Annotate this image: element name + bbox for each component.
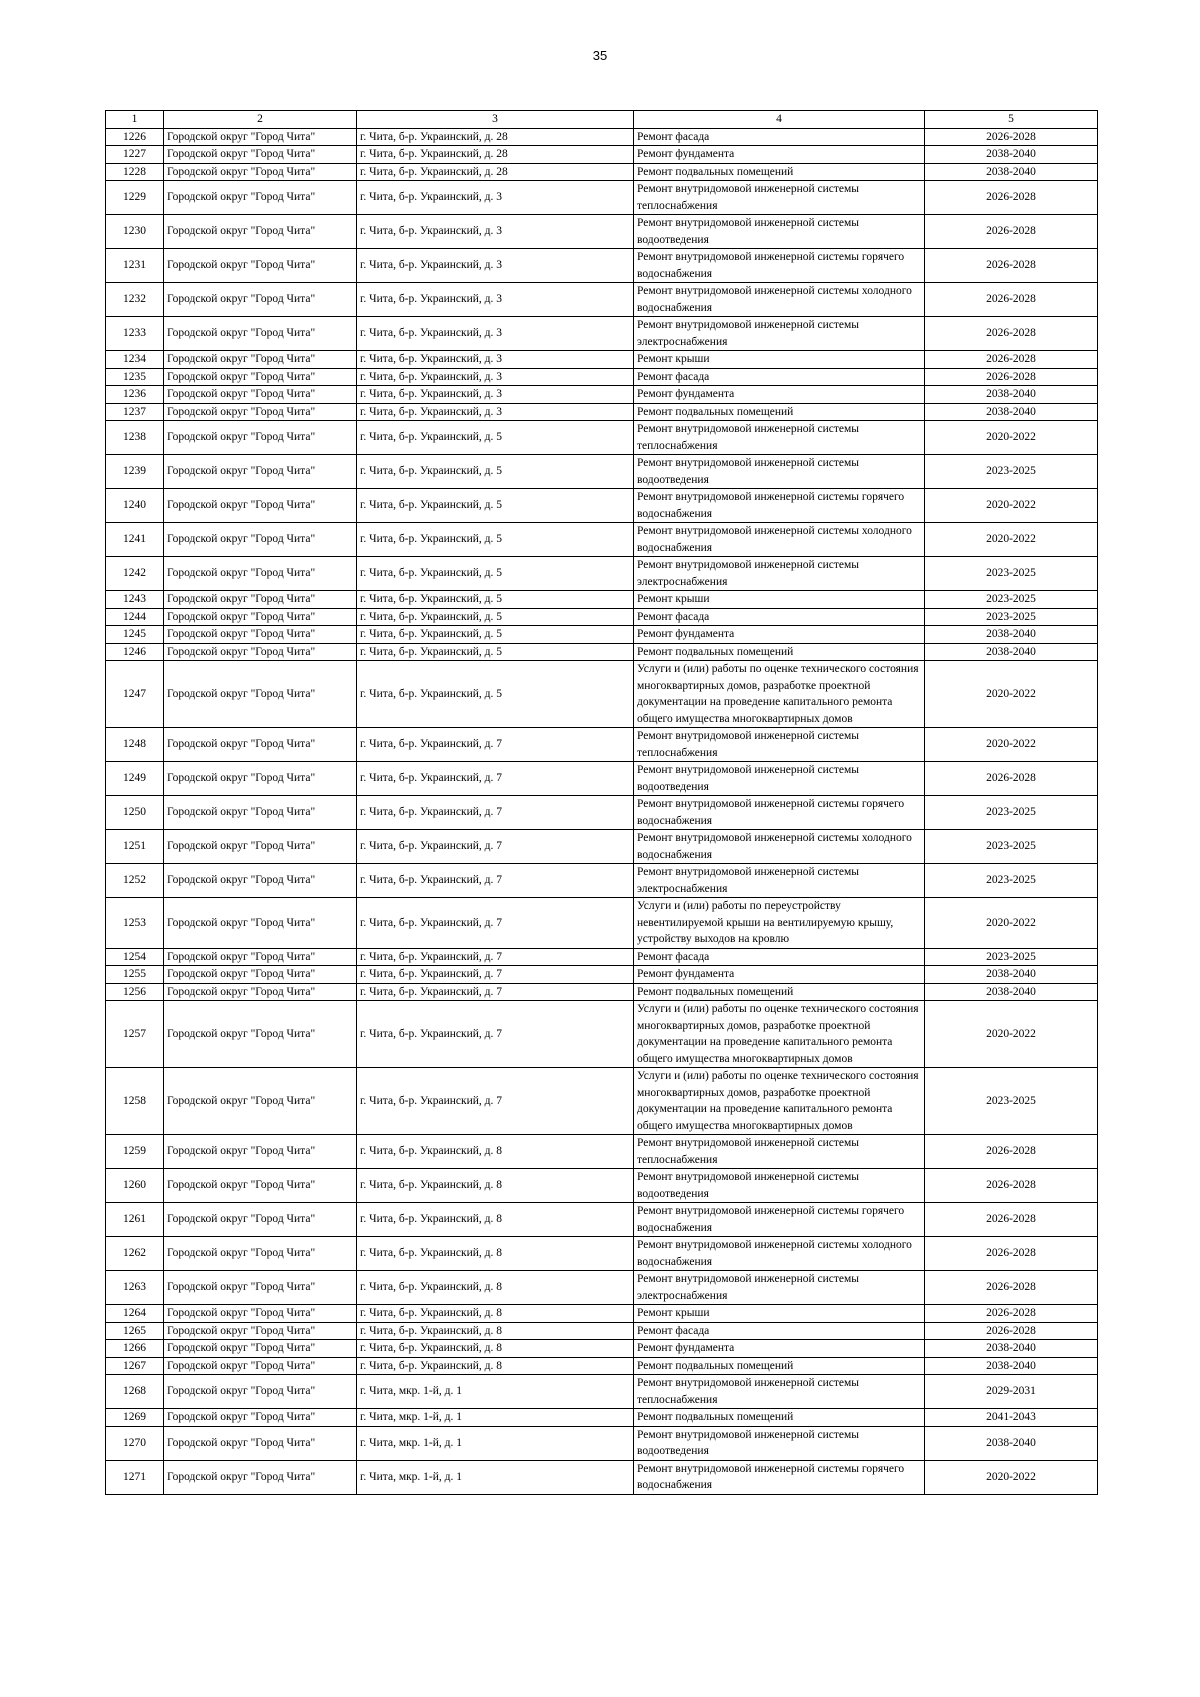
period-cell: 2038-2040 [925,386,1098,404]
row-number: 1253 [106,898,164,949]
table-row [106,455,1098,489]
period-cell: 2038-2040 [925,643,1098,661]
table-row [106,643,1098,661]
work-type-cell: Ремонт внутридомовой инженерной системы электроснабжения [634,864,925,898]
work-type-cell: Ремонт подвальных помещений [634,1409,925,1427]
period-cell: 2023-2025 [925,591,1098,609]
address-cell: г. Чита, б-р. Украинский, д. 7 [357,796,634,830]
municipality-cell: Городской округ "Город Чита" [164,455,357,489]
address-cell: г. Чита, б-р. Украинский, д. 5 [357,608,634,626]
work-type-cell: Ремонт внутридомовой инженерной системы холодного водоснабжения [634,830,925,864]
municipality-cell: Городской округ "Город Чита" [164,1169,357,1203]
period-cell: 2026-2028 [925,762,1098,796]
table-row [106,386,1098,404]
row-number: 1258 [106,1068,164,1135]
municipality-cell: Городской округ "Город Чита" [164,1001,357,1068]
row-number: 1255 [106,966,164,984]
row-number: 1267 [106,1357,164,1375]
municipality-cell: Городской округ "Город Чита" [164,146,357,164]
work-type-cell: Ремонт внутридомовой инженерной системы горячего водоснабжения [634,249,925,283]
row-number: 1270 [106,1426,164,1460]
period-cell: 2038-2040 [925,626,1098,644]
table-row [106,1305,1098,1323]
municipality-cell: Городской округ "Город Чита" [164,128,357,146]
work-type-cell: Ремонт фасада [634,128,925,146]
address-cell: г. Чита, мкр. 1-й, д. 1 [357,1409,634,1427]
row-number: 1234 [106,351,164,369]
address-cell: г. Чита, б-р. Украинский, д. 7 [357,762,634,796]
municipality-cell: Городской округ "Город Чита" [164,728,357,762]
row-number: 1256 [106,983,164,1001]
municipality-cell: Городской округ "Город Чита" [164,948,357,966]
table-row [106,128,1098,146]
table-row [106,948,1098,966]
period-cell: 2038-2040 [925,1357,1098,1375]
period-cell: 2038-2040 [925,403,1098,421]
table-row [106,966,1098,984]
work-type-cell: Ремонт внутридомовой инженерной системы теплоснабжения [634,421,925,455]
row-number: 1241 [106,523,164,557]
work-type-cell: Ремонт подвальных помещений [634,163,925,181]
period-cell: 2026-2028 [925,283,1098,317]
work-type-cell: Ремонт внутридомовой инженерной системы теплоснабжения [634,181,925,215]
table-row [106,523,1098,557]
period-cell: 2026-2028 [925,215,1098,249]
municipality-cell: Городской округ "Город Чита" [164,966,357,984]
period-cell: 2020-2022 [925,1460,1098,1494]
municipality-cell: Городской округ "Город Чита" [164,1135,357,1169]
work-type-cell: Ремонт крыши [634,1305,925,1323]
address-cell: г. Чита, мкр. 1-й, д. 1 [357,1460,634,1494]
address-cell: г. Чита, б-р. Украинский, д. 5 [357,523,634,557]
period-cell: 2038-2040 [925,146,1098,164]
work-type-cell: Ремонт крыши [634,351,925,369]
address-cell: г. Чита, б-р. Украинский, д. 5 [357,489,634,523]
address-cell: г. Чита, б-р. Украинский, д. 7 [357,983,634,1001]
municipality-cell: Городской округ "Город Чита" [164,796,357,830]
municipality-cell: Городской округ "Город Чита" [164,163,357,181]
row-number: 1247 [106,661,164,728]
address-cell: г. Чита, б-р. Украинский, д. 3 [357,403,634,421]
row-number: 1252 [106,864,164,898]
table-row [106,983,1098,1001]
table-row [106,1068,1098,1135]
work-type-cell: Ремонт внутридомовой инженерной системы холодного водоснабжения [634,1237,925,1271]
municipality-cell: Городской округ "Город Чита" [164,626,357,644]
work-type-cell: Ремонт внутридомовой инженерной системы водоотведения [634,455,925,489]
table-header-row [106,111,1098,129]
address-cell: г. Чита, б-р. Украинский, д. 7 [357,864,634,898]
address-cell: г. Чита, б-р. Украинский, д. 7 [357,948,634,966]
address-cell: г. Чита, б-р. Украинский, д. 8 [357,1322,634,1340]
table-row [106,1460,1098,1494]
table-row [106,421,1098,455]
period-cell: 2038-2040 [925,1426,1098,1460]
row-number: 1248 [106,728,164,762]
municipality-cell: Городской округ "Город Чита" [164,317,357,351]
period-cell: 2020-2022 [925,661,1098,728]
period-cell: 2023-2025 [925,830,1098,864]
work-type-cell: Услуги и (или) работы по переустройству невентилируемой крыши на вентилируемую крышу, устройству выходов на кровлю [634,898,925,949]
row-number: 1271 [106,1460,164,1494]
row-number: 1226 [106,128,164,146]
work-type-cell: Ремонт внутридомовой инженерной системы холодного водоснабжения [634,283,925,317]
address-cell: г. Чита, б-р. Украинский, д. 8 [357,1271,634,1305]
work-type-cell: Ремонт фундамента [634,386,925,404]
work-type-cell: Ремонт подвальных помещений [634,1357,925,1375]
period-cell: 2023-2025 [925,864,1098,898]
table-row [106,1426,1098,1460]
work-type-cell: Ремонт внутридомовой инженерной системы теплоснабжения [634,1375,925,1409]
table-row [106,249,1098,283]
work-type-cell: Ремонт подвальных помещений [634,643,925,661]
municipality-cell: Городской округ "Город Чита" [164,1203,357,1237]
municipality-cell: Городской округ "Город Чита" [164,1068,357,1135]
table-row [106,728,1098,762]
table-row [106,1375,1098,1409]
municipality-cell: Городской округ "Город Чита" [164,249,357,283]
address-cell: г. Чита, б-р. Украинский, д. 28 [357,146,634,164]
work-type-cell: Услуги и (или) работы по оценке технического состояния многоквартирных домов, разработке проектной документации на проведение капитального ремонта общего имущества многоквартирных домов [634,1001,925,1068]
address-cell: г. Чита, б-р. Украинский, д. 5 [357,661,634,728]
work-type-cell: Ремонт внутридомовой инженерной системы электроснабжения [634,1271,925,1305]
period-cell: 2020-2022 [925,421,1098,455]
address-cell: г. Чита, б-р. Украинский, д. 7 [357,966,634,984]
address-cell: г. Чита, б-р. Украинский, д. 8 [357,1357,634,1375]
period-cell: 2020-2022 [925,1001,1098,1068]
repair-schedule-table [105,110,1098,1495]
table-row [106,661,1098,728]
work-type-cell: Ремонт внутридомовой инженерной системы водоотведения [634,215,925,249]
col-header-5: 5 [925,111,1098,129]
municipality-cell: Городской округ "Город Чита" [164,643,357,661]
col-header-4: 4 [634,111,925,129]
address-cell: г. Чита, б-р. Украинский, д. 28 [357,128,634,146]
period-cell: 2026-2028 [925,1203,1098,1237]
table-row [106,146,1098,164]
address-cell: г. Чита, б-р. Украинский, д. 7 [357,1068,634,1135]
municipality-cell: Городской округ "Город Чита" [164,983,357,1001]
address-cell: г. Чита, б-р. Украинский, д. 7 [357,1001,634,1068]
period-cell: 2038-2040 [925,1340,1098,1358]
period-cell: 2038-2040 [925,966,1098,984]
row-number: 1268 [106,1375,164,1409]
address-cell: г. Чита, б-р. Украинский, д. 7 [357,728,634,762]
municipality-cell: Городской округ "Город Чита" [164,283,357,317]
row-number: 1264 [106,1305,164,1323]
address-cell: г. Чита, б-р. Украинский, д. 5 [357,455,634,489]
municipality-cell: Городской округ "Город Чита" [164,1237,357,1271]
table-row [106,283,1098,317]
work-type-cell: Ремонт внутридомовой инженерной системы холодного водоснабжения [634,523,925,557]
address-cell: г. Чита, б-р. Украинский, д. 7 [357,898,634,949]
work-type-cell: Ремонт фасада [634,368,925,386]
table-row [106,608,1098,626]
work-type-cell: Ремонт фундамента [634,146,925,164]
work-type-cell: Ремонт внутридомовой инженерной системы теплоснабжения [634,728,925,762]
row-number: 1243 [106,591,164,609]
address-cell: г. Чита, б-р. Украинский, д. 8 [357,1340,634,1358]
address-cell: г. Чита, б-р. Украинский, д. 8 [357,1305,634,1323]
address-cell: г. Чита, мкр. 1-й, д. 1 [357,1426,634,1460]
work-type-cell: Ремонт фасада [634,608,925,626]
table-row [106,1001,1098,1068]
row-number: 1236 [106,386,164,404]
row-number: 1244 [106,608,164,626]
work-type-cell: Услуги и (или) работы по оценке технического состояния многоквартирных домов, разработке проектной документации на проведение капитального ремонта общего имущества многоквартирных домов [634,1068,925,1135]
table-row [106,489,1098,523]
table-row [106,591,1098,609]
municipality-cell: Городской округ "Город Чита" [164,1409,357,1427]
address-cell: г. Чита, б-р. Украинский, д. 28 [357,163,634,181]
row-number: 1230 [106,215,164,249]
col-header-2: 2 [164,111,357,129]
address-cell: г. Чита, б-р. Украинский, д. 5 [357,591,634,609]
table-row [106,1409,1098,1427]
work-type-cell: Ремонт крыши [634,591,925,609]
table-row [106,557,1098,591]
table-row [106,351,1098,369]
municipality-cell: Городской округ "Город Чита" [164,830,357,864]
period-cell: 2026-2028 [925,1237,1098,1271]
address-cell: г. Чита, б-р. Украинский, д. 3 [357,249,634,283]
work-type-cell: Ремонт фундамента [634,626,925,644]
table-row [106,626,1098,644]
row-number: 1239 [106,455,164,489]
municipality-cell: Городской округ "Город Чита" [164,608,357,626]
address-cell: г. Чита, б-р. Украинский, д. 3 [357,351,634,369]
table-row [106,864,1098,898]
row-number: 1233 [106,317,164,351]
address-cell: г. Чита, б-р. Украинский, д. 8 [357,1203,634,1237]
work-type-cell: Ремонт внутридомовой инженерной системы электроснабжения [634,317,925,351]
period-cell: 2026-2028 [925,317,1098,351]
work-type-cell: Ремонт внутридомовой инженерной системы горячего водоснабжения [634,1203,925,1237]
period-cell: 2026-2028 [925,1271,1098,1305]
period-cell: 2023-2025 [925,455,1098,489]
row-number: 1257 [106,1001,164,1068]
municipality-cell: Городской округ "Город Чита" [164,1375,357,1409]
municipality-cell: Городской округ "Город Чита" [164,864,357,898]
period-cell: 2020-2022 [925,489,1098,523]
work-type-cell: Ремонт внутридомовой инженерной системы теплоснабжения [634,1135,925,1169]
row-number: 1231 [106,249,164,283]
municipality-cell: Городской округ "Город Чита" [164,351,357,369]
period-cell: 2023-2025 [925,1068,1098,1135]
row-number: 1250 [106,796,164,830]
table-row [106,898,1098,949]
address-cell: г. Чита, б-р. Украинский, д. 3 [357,386,634,404]
row-number: 1254 [106,948,164,966]
address-cell: г. Чита, б-р. Украинский, д. 8 [357,1169,634,1203]
period-cell: 2026-2028 [925,368,1098,386]
address-cell: г. Чита, б-р. Украинский, д. 5 [357,557,634,591]
row-number: 1246 [106,643,164,661]
work-type-cell: Ремонт внутридомовой инженерной системы водоотведения [634,1426,925,1460]
work-type-cell: Услуги и (или) работы по оценке технического состояния многоквартирных домов, разработке проектной документации на проведение капитального ремонта общего имущества многоквартирных домов [634,661,925,728]
table-body [106,128,1098,1494]
row-number: 1266 [106,1340,164,1358]
work-type-cell: Ремонт внутридомовой инженерной системы электроснабжения [634,557,925,591]
work-type-cell: Ремонт фундамента [634,1340,925,1358]
period-cell: 2023-2025 [925,796,1098,830]
municipality-cell: Городской округ "Город Чита" [164,403,357,421]
address-cell: г. Чита, б-р. Украинский, д. 5 [357,643,634,661]
address-cell: г. Чита, б-р. Украинский, д. 3 [357,181,634,215]
work-type-cell: Ремонт фасада [634,948,925,966]
table-row [106,1322,1098,1340]
period-cell: 2026-2028 [925,181,1098,215]
table-row [106,1237,1098,1271]
work-type-cell: Ремонт подвальных помещений [634,983,925,1001]
row-number: 1262 [106,1237,164,1271]
municipality-cell: Городской округ "Город Чита" [164,898,357,949]
address-cell: г. Чита, б-р. Украинский, д. 3 [357,317,634,351]
period-cell: 2026-2028 [925,1169,1098,1203]
table-row [106,1340,1098,1358]
period-cell: 2026-2028 [925,249,1098,283]
work-type-cell: Ремонт внутридомовой инженерной системы горячего водоснабжения [634,489,925,523]
period-cell: 2023-2025 [925,948,1098,966]
municipality-cell: Городской округ "Город Чита" [164,1340,357,1358]
municipality-cell: Городской округ "Город Чита" [164,368,357,386]
municipality-cell: Городской округ "Город Чита" [164,1305,357,1323]
row-number: 1245 [106,626,164,644]
municipality-cell: Городской округ "Город Чита" [164,1460,357,1494]
address-cell: г. Чита, б-р. Украинский, д. 3 [357,215,634,249]
table-row [106,1169,1098,1203]
table-row [106,830,1098,864]
table-row [106,796,1098,830]
row-number: 1227 [106,146,164,164]
table-row [106,317,1098,351]
work-type-cell: Ремонт внутридомовой инженерной системы горячего водоснабжения [634,796,925,830]
period-cell: 2038-2040 [925,163,1098,181]
work-type-cell: Ремонт подвальных помещений [634,403,925,421]
table-row [106,1135,1098,1169]
municipality-cell: Городской округ "Город Чита" [164,523,357,557]
row-number: 1238 [106,421,164,455]
table-row [106,762,1098,796]
municipality-cell: Городской округ "Город Чита" [164,1426,357,1460]
row-number: 1251 [106,830,164,864]
work-type-cell: Ремонт внутридомовой инженерной системы водоотведения [634,762,925,796]
period-cell: 2026-2028 [925,128,1098,146]
work-type-cell: Ремонт фасада [634,1322,925,1340]
period-cell: 2038-2040 [925,983,1098,1001]
row-number: 1240 [106,489,164,523]
work-type-cell: Ремонт фундамента [634,966,925,984]
address-cell: г. Чита, б-р. Украинский, д. 5 [357,421,634,455]
municipality-cell: Городской округ "Город Чита" [164,557,357,591]
row-number: 1232 [106,283,164,317]
municipality-cell: Городской округ "Город Чита" [164,1271,357,1305]
address-cell: г. Чита, б-р. Украинский, д. 3 [357,368,634,386]
period-cell: 2026-2028 [925,1135,1098,1169]
work-type-cell: Ремонт внутридомовой инженерной системы водоотведения [634,1169,925,1203]
page-number: 35 [592,48,608,63]
row-number: 1229 [106,181,164,215]
municipality-cell: Городской округ "Город Чита" [164,1357,357,1375]
period-cell: 2023-2025 [925,557,1098,591]
table-row [106,181,1098,215]
address-cell: г. Чита, мкр. 1-й, д. 1 [357,1375,634,1409]
address-cell: г. Чита, б-р. Украинский, д. 8 [357,1237,634,1271]
row-number: 1269 [106,1409,164,1427]
row-number: 1242 [106,557,164,591]
period-cell: 2020-2022 [925,728,1098,762]
table-row [106,1357,1098,1375]
municipality-cell: Городской округ "Город Чита" [164,1322,357,1340]
address-cell: г. Чита, б-р. Украинский, д. 7 [357,830,634,864]
period-cell: 2026-2028 [925,1305,1098,1323]
work-type-cell: Ремонт внутридомовой инженерной системы горячего водоснабжения [634,1460,925,1494]
row-number: 1265 [106,1322,164,1340]
address-cell: г. Чита, б-р. Украинский, д. 3 [357,283,634,317]
row-number: 1261 [106,1203,164,1237]
municipality-cell: Городской округ "Город Чита" [164,591,357,609]
period-cell: 2026-2028 [925,351,1098,369]
table-row [106,1271,1098,1305]
col-header-3: 3 [357,111,634,129]
municipality-cell: Городской округ "Город Чита" [164,762,357,796]
row-number: 1249 [106,762,164,796]
row-number: 1260 [106,1169,164,1203]
row-number: 1237 [106,403,164,421]
municipality-cell: Городской округ "Город Чита" [164,489,357,523]
period-cell: 2020-2022 [925,898,1098,949]
table-row [106,163,1098,181]
row-number: 1263 [106,1271,164,1305]
period-cell: 2023-2025 [925,608,1098,626]
address-cell: г. Чита, б-р. Украинский, д. 8 [357,1135,634,1169]
address-cell: г. Чита, б-р. Украинский, д. 5 [357,626,634,644]
table-row [106,215,1098,249]
table-row [106,403,1098,421]
municipality-cell: Городской округ "Город Чита" [164,386,357,404]
row-number: 1259 [106,1135,164,1169]
period-cell: 2020-2022 [925,523,1098,557]
municipality-cell: Городской округ "Город Чита" [164,421,357,455]
table-row [106,1203,1098,1237]
col-header-1: 1 [106,111,164,129]
municipality-cell: Городской округ "Город Чита" [164,661,357,728]
row-number: 1228 [106,163,164,181]
municipality-cell: Городской округ "Город Чита" [164,181,357,215]
row-number: 1235 [106,368,164,386]
table-row [106,368,1098,386]
period-cell: 2041-2043 [925,1409,1098,1427]
period-cell: 2029-2031 [925,1375,1098,1409]
period-cell: 2026-2028 [925,1322,1098,1340]
municipality-cell: Городской округ "Город Чита" [164,215,357,249]
